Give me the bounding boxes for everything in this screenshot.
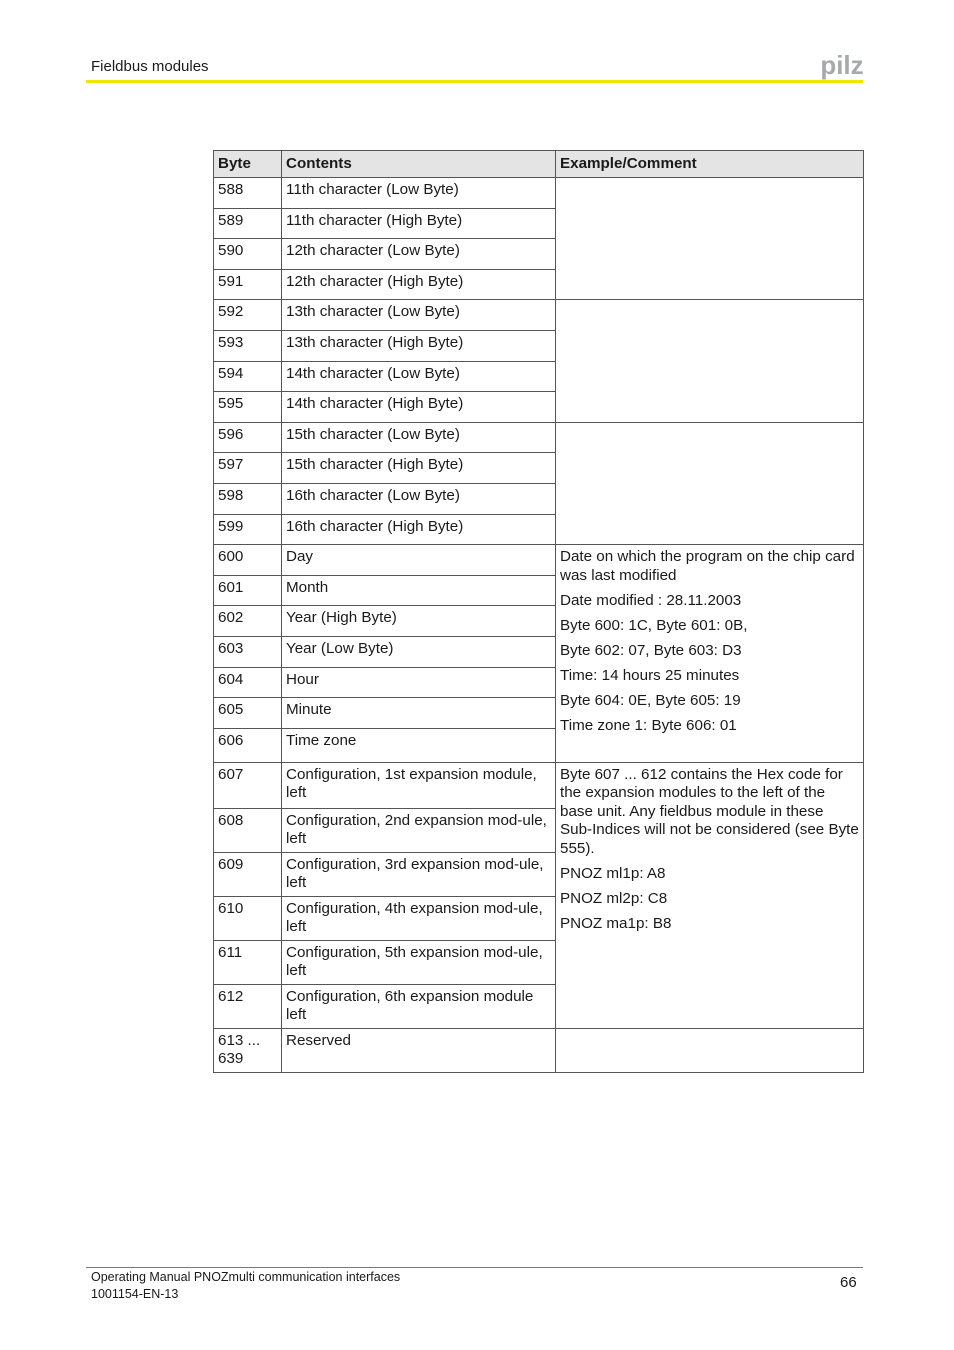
byte-cell: 591 xyxy=(214,269,282,300)
byte-cell: 596 xyxy=(214,422,282,453)
contents-cell: 11th character (High Byte) xyxy=(282,208,556,239)
byte-cell: 603 xyxy=(214,636,282,667)
contents-cell: Configuration, 1st expansion module, left xyxy=(282,762,556,808)
contents-cell: 14th character (High Byte) xyxy=(282,392,556,423)
comment-line: Date on which the program on the chip card was last modified xyxy=(560,548,855,584)
comment-cell-empty xyxy=(556,1028,864,1072)
contents-cell: Year (Low Byte) xyxy=(282,636,556,667)
contents-cell: 11th character (Low Byte) xyxy=(282,178,556,209)
contents-cell: Time zone xyxy=(282,728,556,762)
contents-cell: 15th character (Low Byte) xyxy=(282,422,556,453)
byte-cell: 609 xyxy=(214,852,282,896)
contents-cell: Year (High Byte) xyxy=(282,606,556,637)
comment-cell-empty xyxy=(556,422,864,544)
byte-cell: 606 xyxy=(214,728,282,762)
byte-cell: 607 xyxy=(214,762,282,808)
column-header-comment: Example/Comment xyxy=(556,151,864,178)
table-row xyxy=(214,178,864,209)
byte-cell: 588 xyxy=(214,178,282,209)
contents-cell: 16th character (High Byte) xyxy=(282,514,556,545)
byte-cell: 593 xyxy=(214,330,282,361)
footer-manual-title: Operating Manual PNOZmulti communication interfaces xyxy=(91,1270,401,1284)
comment-cell-empty xyxy=(556,178,864,300)
table-row xyxy=(214,422,864,453)
byte-cell: 599 xyxy=(214,514,282,545)
table-row xyxy=(214,545,864,576)
byte-cell: 594 xyxy=(214,361,282,392)
table-header-row xyxy=(214,151,864,178)
contents-cell: Configuration, 3rd expansion mod-ule, left xyxy=(282,852,556,896)
footer-doc-number: 1001154-EN-13 xyxy=(91,1287,179,1301)
comment-line: Time zone 1: Byte 606: 01 xyxy=(560,716,737,734)
comment-line: Byte 600: 1C, Byte 601: 0B, xyxy=(560,616,748,634)
table-row xyxy=(214,1028,864,1072)
comment-line: Byte 602: 07, Byte 603: D3 xyxy=(560,641,742,659)
byte-cell: 590 xyxy=(214,239,282,270)
byte-cell: 601 xyxy=(214,575,282,606)
contents-cell: Configuration, 5th expansion mod-ule, left xyxy=(282,940,556,984)
contents-cell: Hour xyxy=(282,667,556,698)
svg-text:pilz: pilz xyxy=(820,52,864,80)
table-row xyxy=(214,300,864,331)
table-row xyxy=(214,762,864,808)
byte-table xyxy=(213,150,864,1073)
comment-line: Date modified : 28.11.2003 xyxy=(560,591,742,609)
byte-cell: 610 xyxy=(214,896,282,940)
byte-cell: 611 xyxy=(214,940,282,984)
column-header-contents: Contents xyxy=(282,151,556,178)
byte-cell: 604 xyxy=(214,667,282,698)
section-title: Fieldbus modules xyxy=(91,58,209,75)
comment-line: PNOZ ml1p: A8 xyxy=(560,864,666,882)
contents-cell: Configuration, 4th expansion mod-ule, left xyxy=(282,896,556,940)
byte-cell: 589 xyxy=(214,208,282,239)
header-divider xyxy=(86,80,863,83)
comment-cell-empty xyxy=(556,300,864,422)
contents-cell: 13th character (Low Byte) xyxy=(282,300,556,331)
pilz-logo xyxy=(820,52,864,80)
contents-cell: Month xyxy=(282,575,556,606)
byte-cell: 602 xyxy=(214,606,282,637)
comment-cell-date xyxy=(556,545,864,763)
byte-cell: 612 xyxy=(214,984,282,1028)
byte-cell: 605 xyxy=(214,698,282,729)
contents-cell: Reserved xyxy=(282,1028,556,1072)
column-header-byte: Byte xyxy=(214,151,282,178)
footer-divider xyxy=(86,1267,863,1268)
byte-cell: 598 xyxy=(214,483,282,514)
contents-cell: 16th character (Low Byte) xyxy=(282,483,556,514)
contents-cell: 15th character (High Byte) xyxy=(282,453,556,484)
comment-line: PNOZ ma1p: B8 xyxy=(560,914,672,932)
contents-cell: 12th character (Low Byte) xyxy=(282,239,556,270)
byte-cell: 600 xyxy=(214,545,282,576)
contents-cell: 14th character (Low Byte) xyxy=(282,361,556,392)
byte-cell: 608 xyxy=(214,808,282,852)
byte-cell: 613 ... 639 xyxy=(214,1028,282,1072)
comment-cell-config xyxy=(556,762,864,1028)
comment-line: Byte 607 ... 612 contains the Hex code for the expansion modules to the left of the base unit. Any fieldbus module in these Sub-Indices will not be considered (see Byte 555). xyxy=(560,765,859,857)
byte-cell: 595 xyxy=(214,392,282,423)
byte-cell: 597 xyxy=(214,453,282,484)
contents-cell: Configuration, 6th expansion module left xyxy=(282,984,556,1028)
contents-cell: 12th character (High Byte) xyxy=(282,269,556,300)
page-number: 66 xyxy=(840,1274,857,1291)
contents-cell: Configuration, 2nd expansion mod-ule, left xyxy=(282,808,556,852)
byte-cell: 592 xyxy=(214,300,282,331)
contents-cell: Day xyxy=(282,545,556,576)
comment-line: PNOZ ml2p: C8 xyxy=(560,889,668,907)
contents-cell: Minute xyxy=(282,698,556,729)
comment-line: Byte 604: 0E, Byte 605: 19 xyxy=(560,691,741,709)
comment-line: Time: 14 hours 25 minutes xyxy=(560,666,740,684)
contents-cell: 13th character (High Byte) xyxy=(282,330,556,361)
